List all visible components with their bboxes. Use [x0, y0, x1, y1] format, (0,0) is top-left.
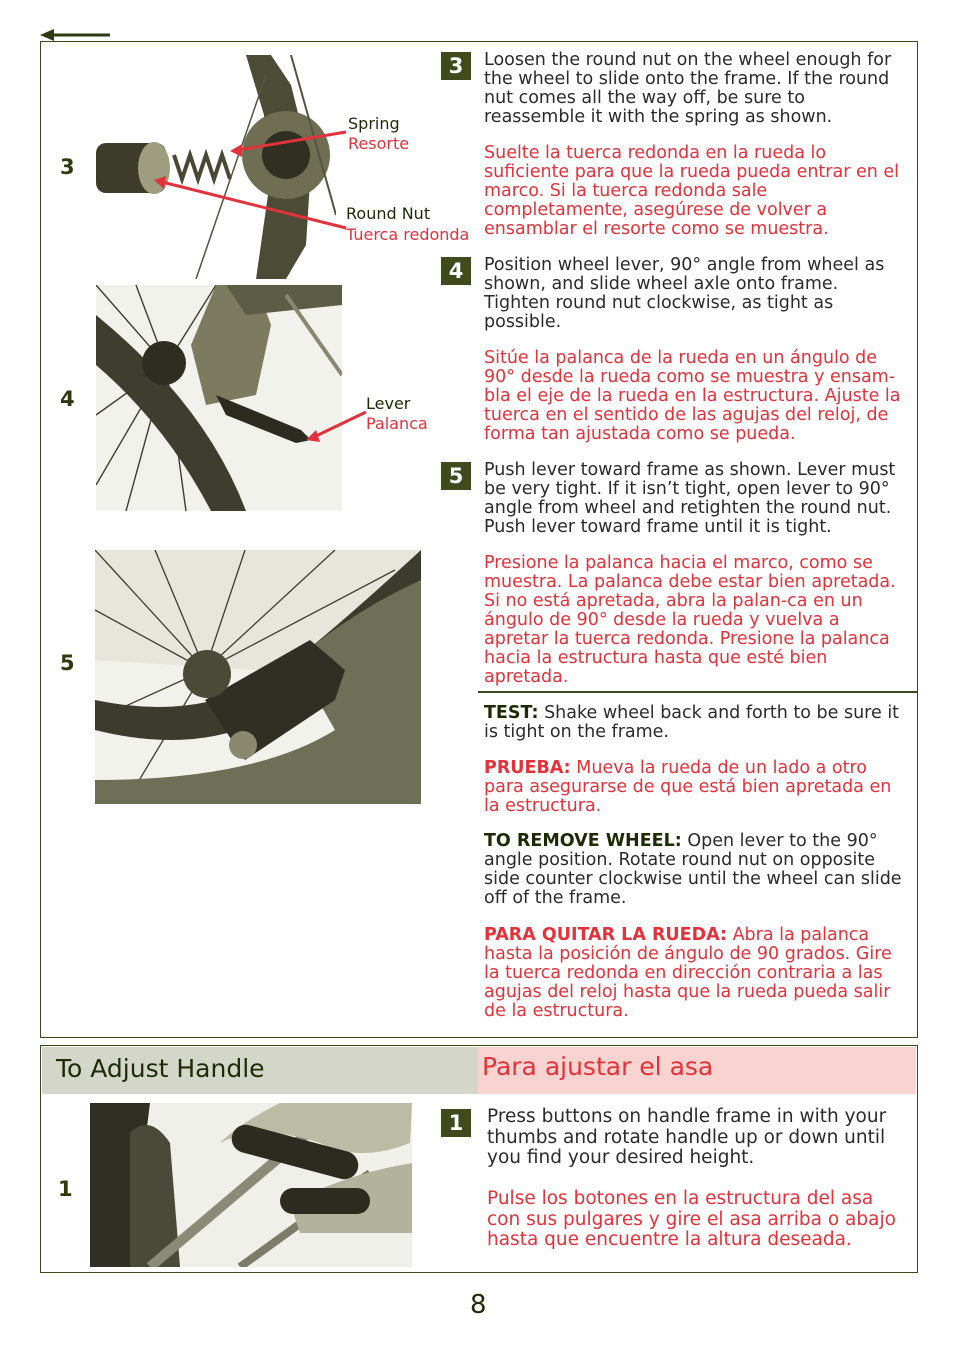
step-3-text-es: Suelte la tuerca redonda en la rueda lo suficiente para que la rueda pueda entrar en el marco. Si la tuerca redonda sale completamente, asegúrese de volver a ensamblar el resorte como se muestra. [484, 143, 900, 239]
spring-label-es: Resorte [348, 134, 410, 153]
remove-wheel-label-es: PARA QUITAR LA RUEDA: [484, 925, 727, 945]
spring-label: Spring [348, 114, 400, 133]
figure-number-5: 5 [60, 651, 75, 675]
test-label: TEST: [484, 703, 539, 723]
handle-step-text: Press buttons on handle frame in with your thumbs and rotate handle up or down until you find your desired height. [487, 1106, 887, 1168]
remove-wheel-text [484, 832, 904, 908]
lever-pushed-photo [95, 550, 421, 804]
test-text-es [484, 759, 904, 816]
page-number: 8 [470, 1290, 487, 1320]
remove-wheel-label: TO REMOVE WHEEL: [484, 831, 682, 851]
step-badge-4: 4 [441, 257, 471, 285]
lever-label-es: Palanca [366, 414, 428, 433]
test-body-es: Mueva la rueda de un lado a otro para asegurarse de que está bien apretada en la estructura. [484, 758, 892, 816]
lever-callout-line [300, 408, 370, 444]
spring-callout-line [150, 120, 350, 240]
step-4-text: Position wheel lever, 90° angle from wheel as shown, and slide wheel axle onto frame. Tighten round nut clockwise, as tight as possible. [484, 255, 885, 332]
lever-label: Lever [366, 394, 411, 413]
test-text [484, 704, 904, 742]
figure-number-3: 3 [60, 155, 75, 179]
step-badge-1: 1 [441, 1109, 471, 1137]
step-3-text: Loosen the round nut on the wheel enough for the wheel to slide onto the frame. If the round nut comes all the way off, be sure to reassemble it with the spring as shown. [484, 50, 892, 127]
divider [478, 691, 918, 693]
step-5-text-es: Presione la palanca hacia el marco, como se muestra. La palanca debe estar bien apretada. Si no está apretada, abra la palan-ca en un ángulo de 90° desde la rueda y vuelva a apretar la tuerca redonda. Presione la palanca hacia la estructura hasta que esté bien apretada. [484, 553, 896, 687]
figure-number-4: 4 [60, 387, 75, 411]
remove-wheel-text-es [484, 926, 904, 1021]
step-badge-3: 3 [441, 52, 471, 80]
back-arrow-icon [40, 27, 112, 41]
remove-wheel-body: Open lever to the 90° angle position. Rotate round nut on opposite side counter clockwise until the wheel can slide off of the frame. [484, 831, 902, 908]
step-badge-5: 5 [441, 462, 471, 490]
step-4-text-es: Sitúe la palanca de la rueda en un ángulo de 90° desde la rueda como se muestra y ensam-bla el eje de la rueda en la estructura. Ajuste la tuerca en el sentido de las agujas del reloj, de forma tan ajustada como se pueda. [484, 348, 901, 444]
round-nut-label-es: Tuerca redonda [346, 225, 470, 244]
handle-step-text-es: Pulse los botones en la estructura del asa con sus pulgares y gire el asa arriba o abajo hasta que encuentre la altura deseada. [487, 1188, 896, 1250]
handle-photo [90, 1103, 412, 1267]
test-label-es: PRUEBA: [484, 758, 571, 778]
handle-title: To Adjust Handle [56, 1054, 265, 1083]
test-body: Shake wheel back and forth to be sure it is tight on the frame. [484, 703, 900, 742]
round-nut-label: Round Nut [346, 204, 431, 223]
wheel-lever-photo [96, 285, 342, 511]
figure-number-1: 1 [58, 1177, 73, 1201]
remove-wheel-body-es: Abra la palanca hasta la posición de ángulo de 90 grados. Gire la tuerca redonda en dirección contraria a las agujas del reloj hasta que la rueda pueda salir de la estructura. [484, 925, 892, 1021]
step-5-text: Push lever toward frame as shown. Lever must be very tight. If it isn’t tight, open lever to 90° angle from wheel and retighten the round nut. Push lever toward frame until it is tight. [484, 460, 896, 537]
handle-title-es: Para ajustar el asa [482, 1052, 714, 1081]
